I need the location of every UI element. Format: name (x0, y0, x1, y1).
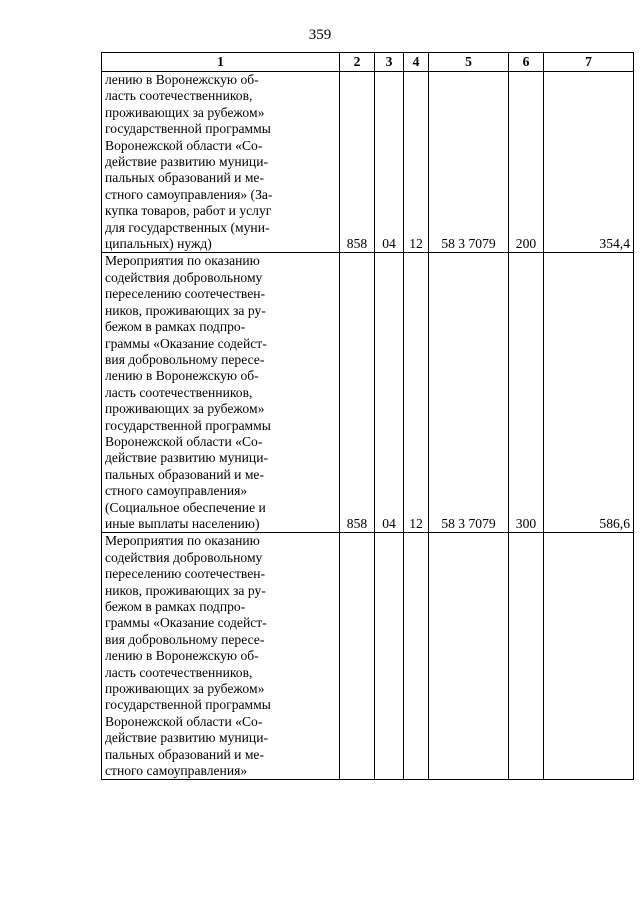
cell-sum (544, 533, 634, 780)
description-line: ласть соотечественников, (105, 88, 253, 104)
description-line: бежом в рамках подпро- (105, 319, 246, 335)
description-line: пальных образований и ме- (105, 466, 264, 482)
page-number: 359 (308, 27, 332, 43)
cell-csr: 58 3 7079 (429, 253, 509, 533)
description-line: ников, проживающих за ру- (105, 302, 266, 318)
description-line: иные выплаты населению) (105, 515, 260, 531)
row-description (102, 72, 340, 253)
description-line: граммы «Оказание содейст- (105, 615, 267, 631)
description-line: Мероприятия по оказанию (105, 253, 260, 269)
row-description (102, 253, 340, 533)
description-line: (Социальное обеспечение и (105, 499, 266, 515)
description-line: ципальных) нужд) (105, 236, 212, 252)
cell-sum: 586,6 (544, 253, 634, 533)
description-line: ников, проживающих за ру- (105, 582, 266, 598)
row-description (102, 533, 340, 780)
cell-pr: 12 (404, 253, 429, 533)
table-row (102, 253, 634, 533)
description-line: бежом в рамках подпро- (105, 599, 246, 614)
description-line: вия добровольному пересе- (105, 631, 265, 647)
budget-table (101, 52, 634, 780)
description-line: государственной программы (105, 697, 271, 713)
header-row (102, 53, 634, 72)
description-line: граммы «Оказание содейст- (105, 335, 267, 351)
description-line: ласть соотечественников, (105, 664, 253, 680)
header-col-7: 7 (544, 53, 634, 72)
cell-pr: 12 (404, 72, 429, 253)
description-line: стного самоуправления» (За- (105, 186, 273, 202)
cell-ved: 858 (340, 72, 375, 253)
description-line: Воронежской области «Со- (105, 713, 263, 729)
description-line: Мероприятия по оказанию (105, 533, 260, 549)
header-col-6: 6 (509, 53, 544, 72)
description-line: пальных образований и ме- (105, 170, 264, 186)
description-line: лению в Воронежскую об- (105, 648, 259, 664)
cell-ved: 858 (340, 253, 375, 533)
description-line: лению в Воронежскую об- (105, 72, 259, 87)
cell-vr (509, 533, 544, 780)
description-line: для государственных (муни- (105, 219, 270, 235)
description-line: проживающих за рубежом» (105, 401, 265, 417)
description-line: действие развитию муници- (105, 730, 269, 746)
description-line: ласть соотечественников, (105, 384, 253, 400)
description-line: стного самоуправления» (105, 483, 248, 499)
description-line: государственной программы (105, 417, 271, 433)
description-line: пальных образований и ме- (105, 746, 264, 762)
cell-csr (429, 533, 509, 780)
description-line: содействия добровольному (105, 269, 263, 285)
cell-csr: 58 3 7079 (429, 72, 509, 253)
description-line: переселению соотечествен- (105, 566, 266, 582)
cell-rz: 04 (375, 253, 404, 533)
cell-ved (340, 533, 375, 780)
cell-pr (404, 533, 429, 780)
description-line: действие развитию муници- (105, 450, 269, 466)
description-line: лению в Воронежскую об- (105, 368, 259, 384)
description-line: переселению соотечествен- (105, 286, 266, 302)
description-line: купка товаров, работ и услуг (105, 203, 272, 219)
header-col-2: 2 (340, 53, 375, 72)
description-line: действие развитию муници- (105, 154, 269, 170)
cell-rz: 04 (375, 72, 404, 253)
description-line: государственной программы (105, 121, 271, 137)
description-line: вия добровольному пересе- (105, 351, 265, 367)
description-line: Воронежской области «Со- (105, 433, 263, 449)
description-line: проживающих за рубежом» (105, 104, 265, 120)
description-line: проживающих за рубежом» (105, 681, 265, 697)
cell-vr: 300 (509, 253, 544, 533)
description-line: стного самоуправления» (105, 763, 248, 779)
description-line: содействия добровольному (105, 549, 263, 565)
header-col-1: 1 (102, 53, 340, 72)
cell-rz (375, 533, 404, 780)
table-row (102, 72, 634, 253)
cell-vr: 200 (509, 72, 544, 253)
cell-sum: 354,4 (544, 72, 634, 253)
description-line: Воронежской области «Со- (105, 137, 263, 153)
header-col-4: 4 (404, 53, 429, 72)
header-col-5: 5 (429, 53, 509, 72)
table-row (102, 533, 634, 780)
header-col-3: 3 (375, 53, 404, 72)
